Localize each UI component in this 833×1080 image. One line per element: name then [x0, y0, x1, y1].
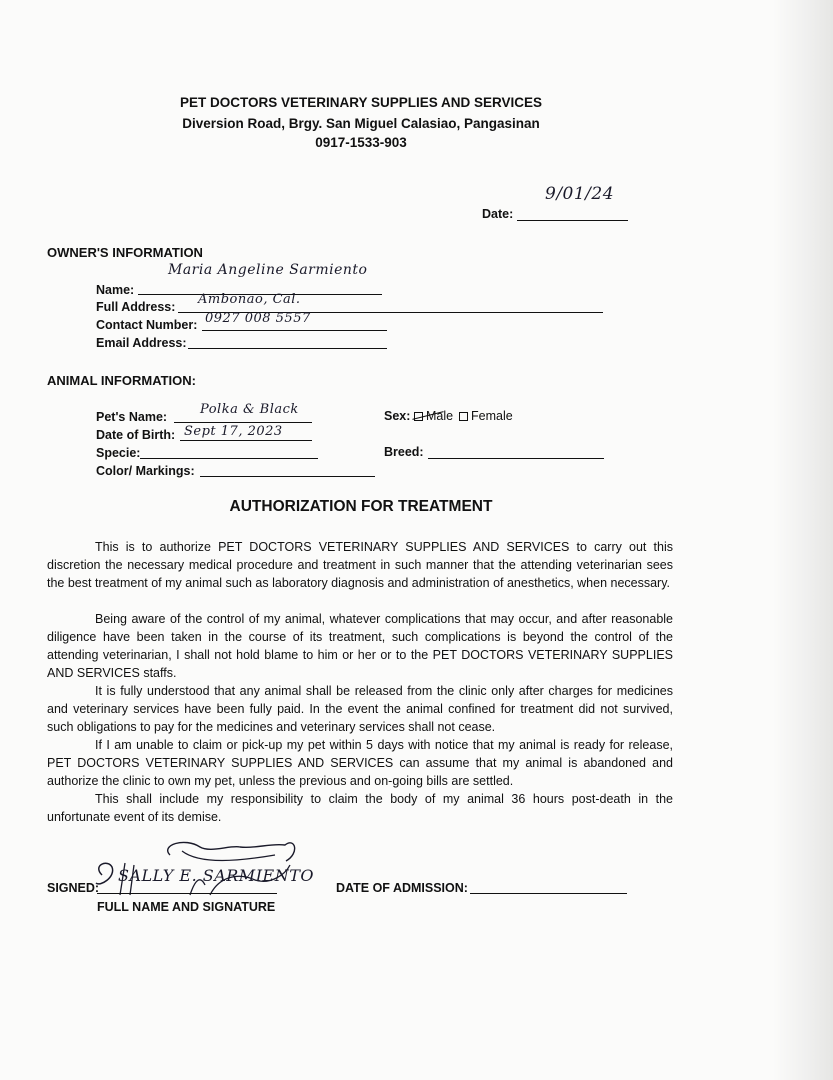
- authorization-paragraph: This shall include my responsibility to claim the body of my animal 36 hours post-death in the unfortunate event of its demise.: [47, 792, 673, 824]
- female-label: Female: [471, 409, 513, 423]
- sex-option-female[interactable]: [456, 409, 513, 423]
- owner-section-title: OWNER'S INFORMATION: [47, 245, 203, 260]
- authorization-paragraph: Being aware of the control of my animal, whatever complications that may occur, and after reasonable diligence have been taken in the course of its treatment, such complications is beyond the control of the attending veterinarian, I shall not hold blame to him or her or to the PET DOCTORS VETERINARY SUPPLIES AND SERVICES staffs.: [47, 612, 673, 680]
- date-value[interactable]: 9/01/24: [545, 184, 615, 204]
- contact-value[interactable]: 0927 008 5557: [205, 311, 311, 326]
- authorization-paragraph: If I am unable to claim or pick-up my pet within 5 days with notice that my animal is ready for release, PET DOCTORS VETERINARY SUPPLIES AND SERVICES can assume that my animal is abandoned and authorize the clinic to own my pet, unless the previous and on-going bills are settled.: [47, 738, 673, 788]
- contact-line: [202, 330, 387, 331]
- signed-label: SIGNED:: [47, 881, 100, 895]
- handwritten-signature: [90, 825, 310, 900]
- dob-value[interactable]: Sept 17, 2023: [184, 424, 283, 439]
- owner-name-value[interactable]: Maria Angeline Sarmiento: [168, 262, 368, 278]
- breed-line: [428, 458, 604, 459]
- male-label: Male: [426, 409, 454, 423]
- page-edge-shadow: [773, 0, 833, 1080]
- pet-name-value[interactable]: Polka & Black: [200, 402, 299, 417]
- company-address: Diversion Road, Brgy. San Miguel Calasiao, Pangasinan: [182, 116, 540, 131]
- admission-line: [470, 893, 627, 894]
- specie-line: [140, 458, 318, 459]
- sex-option-male[interactable]: [411, 409, 453, 423]
- color-label: Color/ Markings:: [96, 464, 195, 478]
- animal-section-title: ANIMAL INFORMATION:: [47, 373, 196, 388]
- owner-name-label: Name:: [96, 283, 135, 297]
- company-phone: 0917-1533-903: [315, 135, 407, 150]
- contact-label: Contact Number:: [96, 318, 198, 332]
- company-name: PET DOCTORS VETERINARY SUPPLIES AND SERVICES: [179, 95, 543, 110]
- date-label: Date:: [482, 207, 514, 221]
- email-line: [188, 348, 387, 349]
- authorization-paragraph: This is to authorize PET DOCTORS VETERINARY SUPPLIES AND SERVICES to carry out this discretion the necessary medical procedure and treatment in such manner that the attending veterinarian sees the best treatment of my animal such as laboratory diagnosis and administration of anesthetics, when necessary.: [47, 540, 673, 590]
- authorization-paragraph: It is fully understood that any animal shall be released from the clinic only after charges for medicines and veterinary services have been fully paid. In the event the animal confined for treatment did not survived, such obligations to pay for the medicines and veterinary services shall not cease.: [47, 684, 673, 734]
- color-line: [200, 476, 375, 477]
- address-label: Full Address:: [96, 300, 176, 314]
- email-label: Email Address:: [96, 336, 187, 350]
- address-value[interactable]: Ambonao, Cal.: [198, 292, 301, 307]
- signature-name: SALLY E. SARMIENTO: [118, 866, 314, 885]
- authorization-title: AUTHORIZATION FOR TREATMENT: [229, 498, 493, 515]
- signature-line: [97, 893, 277, 894]
- specie-label: Specie:: [96, 446, 141, 460]
- pet-name-label: Pet's Name:: [96, 410, 168, 424]
- dob-line: [180, 440, 312, 441]
- pet-name-line: [174, 422, 312, 423]
- breed-label: Breed:: [384, 445, 424, 459]
- sex-label: Sex:: [384, 409, 411, 423]
- date-line: [517, 220, 628, 221]
- signature-caption: FULL NAME AND SIGNATURE: [97, 900, 276, 914]
- dob-label: Date of Birth:: [96, 428, 176, 442]
- admission-label: DATE OF ADMISSION:: [336, 881, 468, 895]
- female-checkbox[interactable]: [459, 412, 468, 421]
